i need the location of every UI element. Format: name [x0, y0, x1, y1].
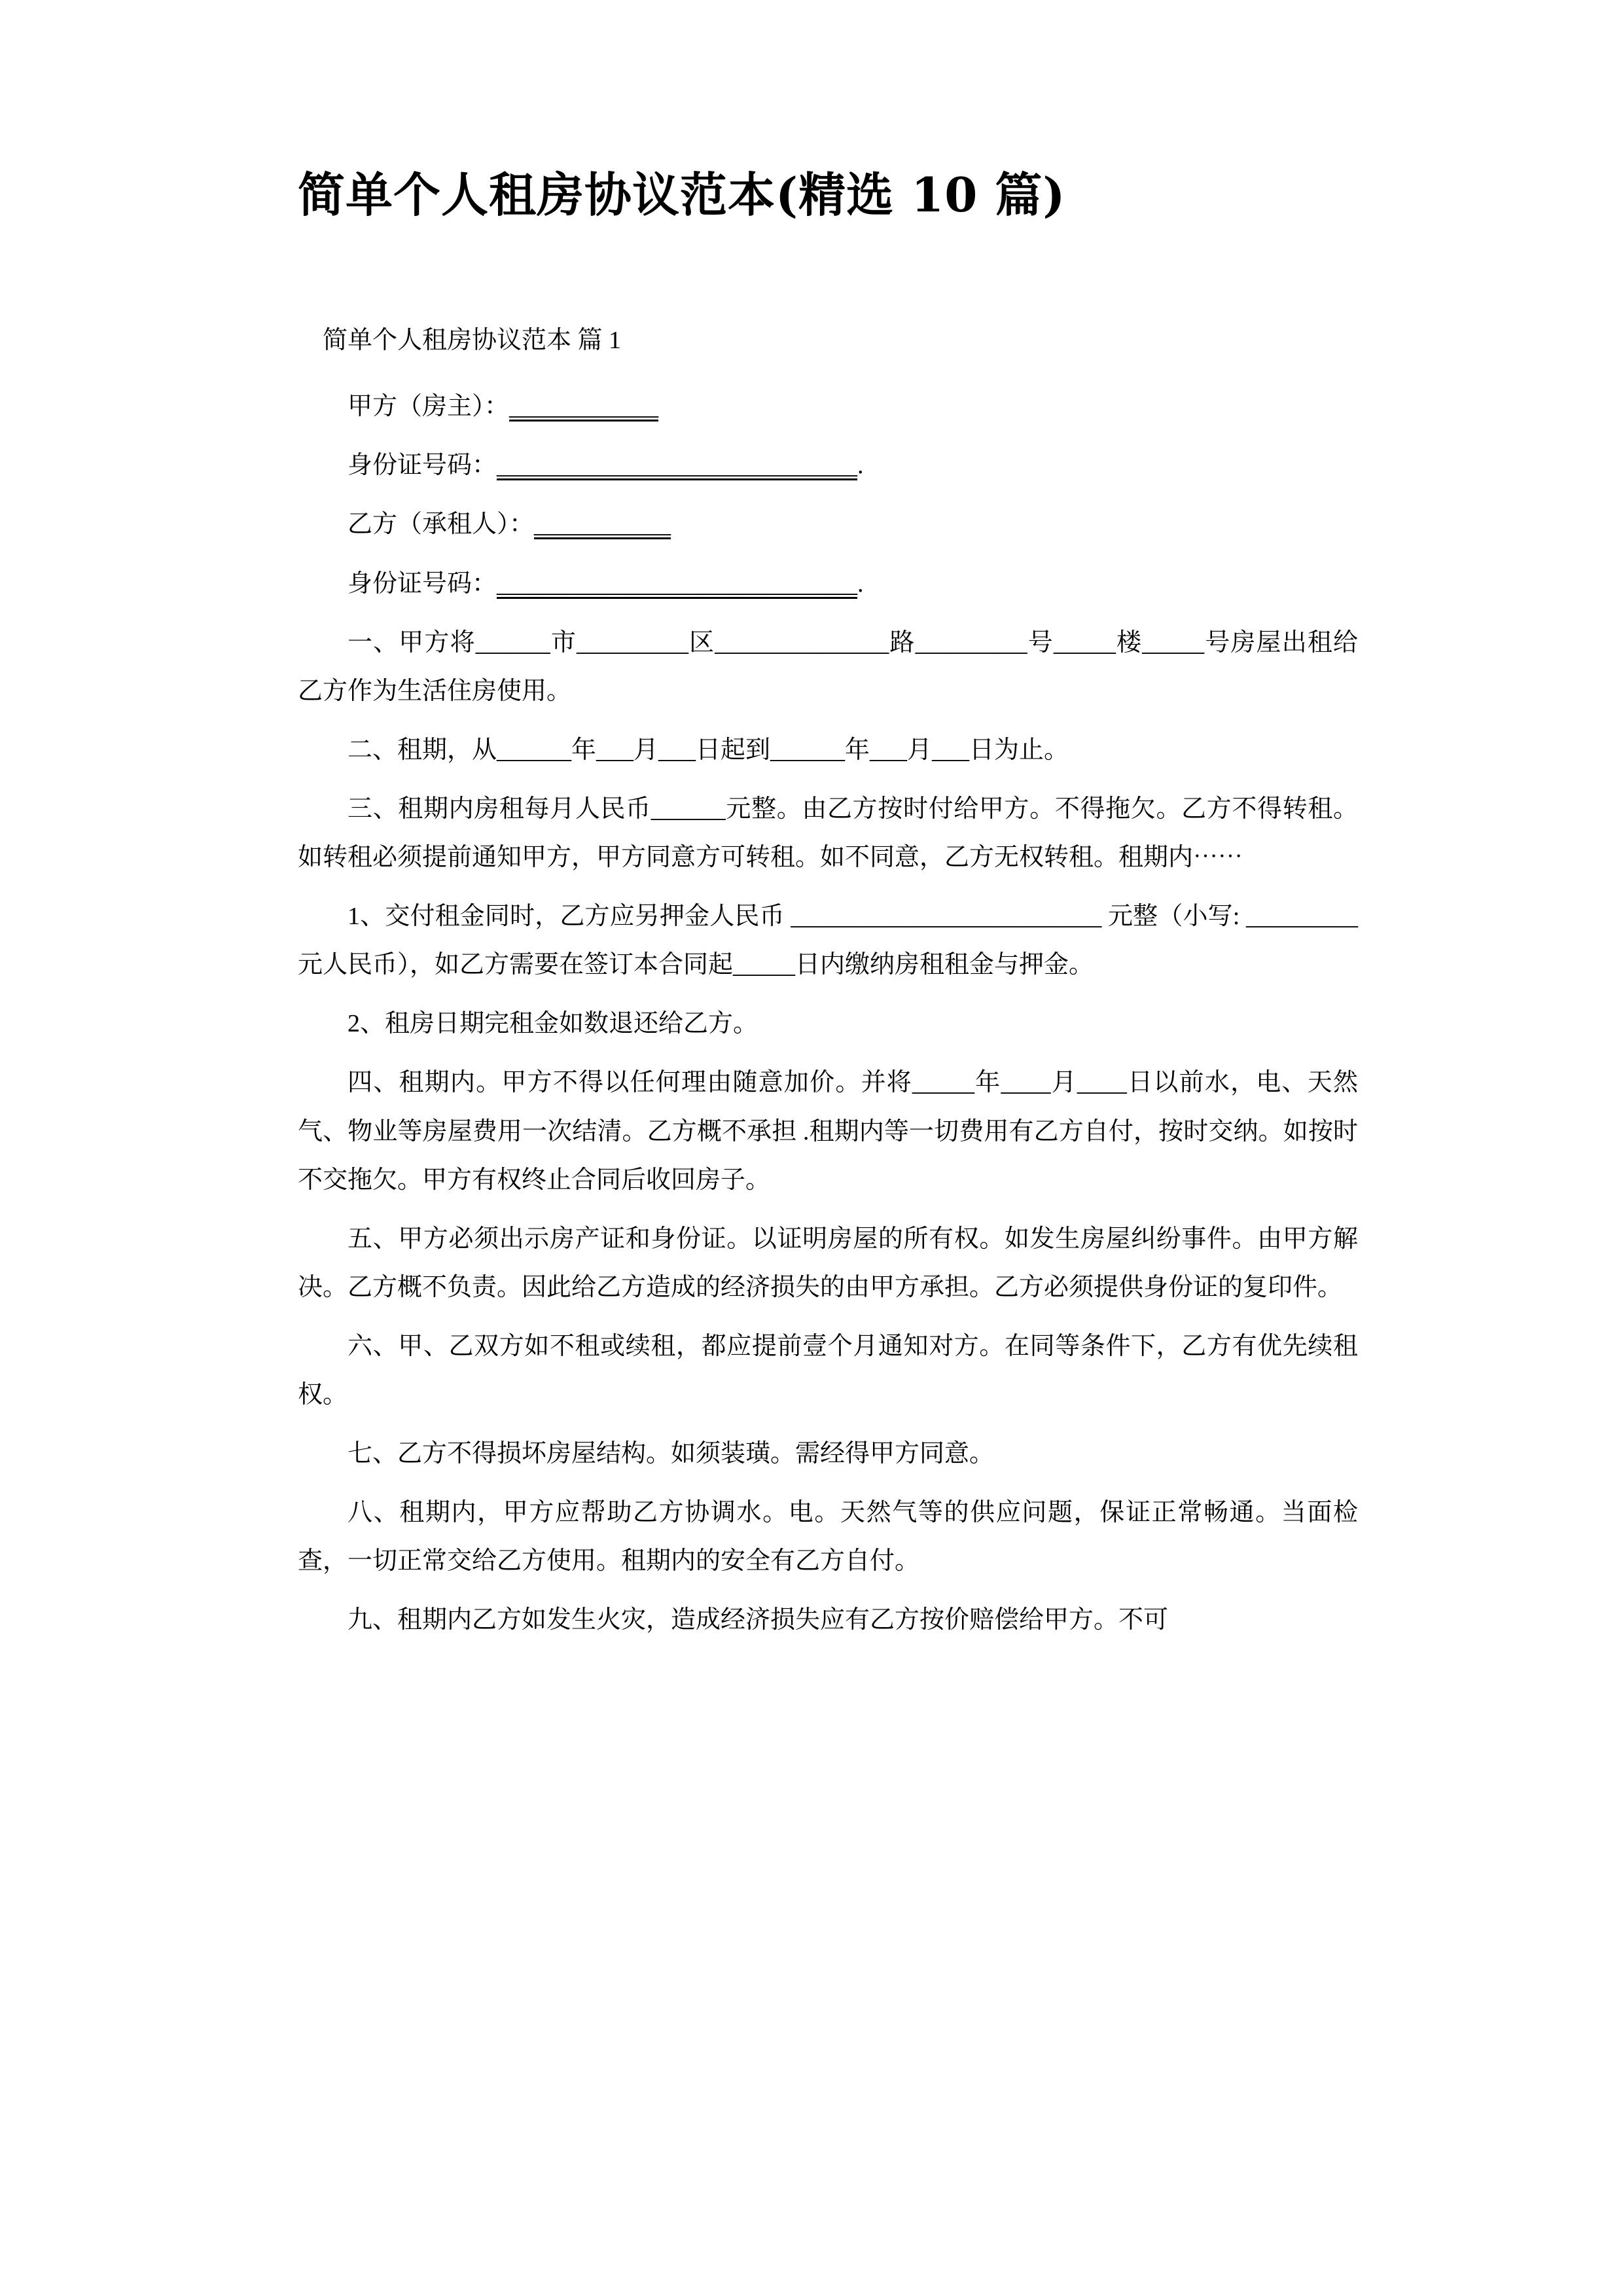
- clause-6: 六、甲、乙双方如不租或续租，都应提前壹个月通知对方。在同等条件下，乙方有优先续租权。: [298, 1332, 1358, 1408]
- page-title: 简单个人租房协议范本(精选 10 篇): [298, 167, 1066, 223]
- field-row-party-a: [298, 382, 1358, 431]
- clause-3: 三、租期内房租每月人民币______元整。由乙方按时付给甲方。不得拖欠。乙方不得转租。如转租必须提前通知甲方，甲方同意方可转租。如不同意，乙方无权转租。租期内⋯⋯: [298, 795, 1358, 872]
- field-blank: ___________: [534, 511, 671, 539]
- clause-7: 七、乙方不得损坏房屋结构。如须装璜。需经得甲方同意。: [348, 1440, 995, 1468]
- field-row-id-a: [298, 441, 1358, 490]
- field-row-id-b: [298, 560, 1358, 608]
- clause-3-sub-2: 2、租房日期完租金如数退还给乙方。: [348, 1010, 758, 1038]
- clause-5: 五、甲方必须出示房产证和身份证。以证明房屋的所有权。如发生房屋纠纷事件。由甲方解决。乙方概不负责。因此给乙方造成的经济损失的由甲方承担。乙方必须提供身份证的复印件。: [298, 1225, 1358, 1301]
- field-label: 身份证号码：: [348, 452, 497, 480]
- field-label: 乙方（承租人）：: [348, 511, 535, 539]
- clause-1: 一、甲方将______市_________区______________路_________号_____楼_____号房屋出租给乙方作为生活住房使用。: [298, 628, 1358, 705]
- clause-8: 八、租期内，甲方应帮助乙方协调水。电。天然气等的供应问题，保证正常畅通。当面检查，一切正常交给乙方使用。租期内的安全有乙方自付。: [298, 1499, 1358, 1575]
- field-blank: _____________________________: [497, 569, 858, 598]
- clause-3-sub-1: 1、交付租金同时，乙方应另押金人民币 _________________________ 元整（小写: _________ 元人民币），如乙方需要在签订本合同起_____日内缴纳房租租金与押金。: [298, 903, 1358, 979]
- clause-4: 四、租期内。甲方不得以任何理由随意加价。并将_____年____月____日以前水，电、天然气、物业等房屋费用一次结清。乙方概不承担 .租期内等一切费用有乙方自付，按时交纳。如按时不交拖欠。甲方有权终止合同后收回房子。: [298, 1069, 1358, 1194]
- field-blank: ____________: [509, 393, 659, 421]
- field-tail: .: [857, 452, 864, 480]
- section-heading: 简单个人租房协议范本 篇 1: [323, 327, 622, 355]
- clause-2: 二、租期，从______年___月___日起到______年___月___日为止。: [348, 736, 1069, 764]
- document-body: [298, 167, 1358, 1655]
- field-label: 身份证号码：: [348, 569, 497, 598]
- field-label: 甲方（房主）：: [348, 393, 510, 421]
- field-blank: _____________________________: [497, 452, 858, 480]
- field-tail: .: [857, 569, 864, 598]
- field-row-party-b: [298, 500, 1358, 548]
- clause-9: 九、租期内乙方如发生火灾，造成经济损失应有乙方按价赔偿给甲方。不可: [348, 1606, 1169, 1634]
